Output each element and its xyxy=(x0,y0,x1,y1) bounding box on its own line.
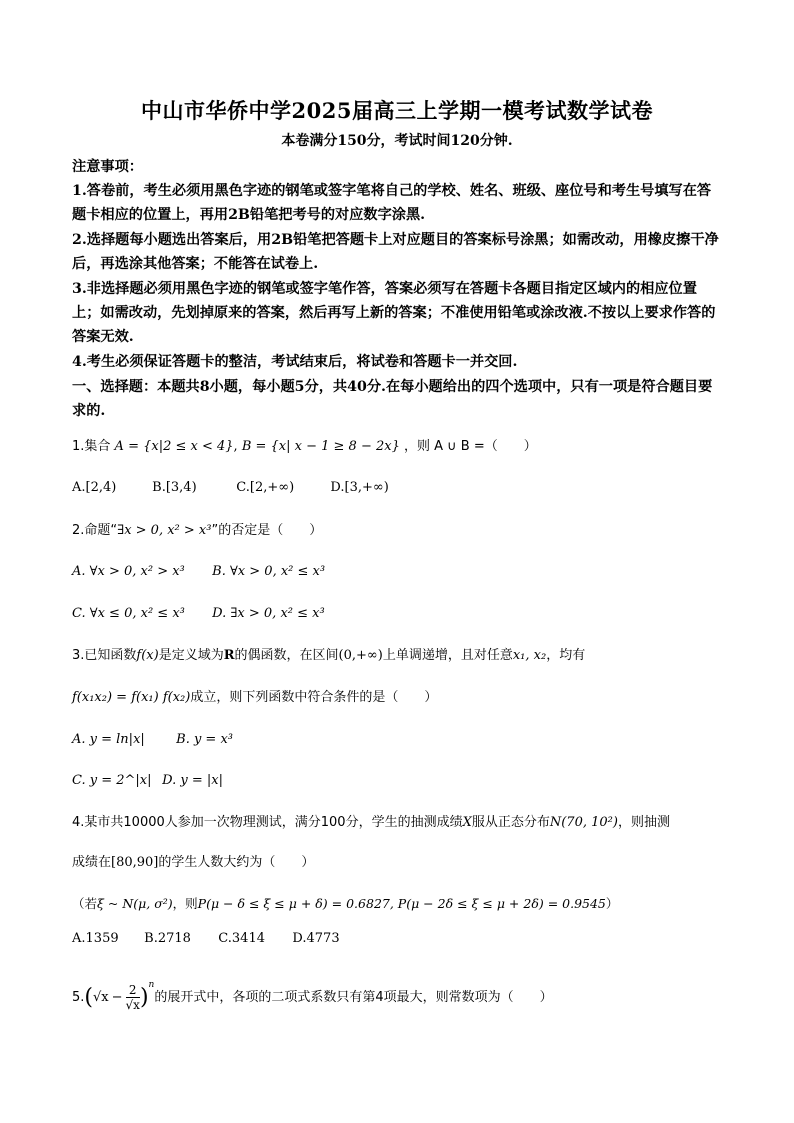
score-range: [80,90] xyxy=(111,855,159,870)
sqrt-x: √x xyxy=(93,990,109,1005)
note-item-4: 4.考生必须保证答题卡的整洁，考试结束后，将试卷和答题卡一并交回. xyxy=(72,354,518,370)
set-b: B = {x| x − 1 ≥ 8 − 2x} xyxy=(241,439,400,454)
proposition: ∃x > 0, x² > x³ xyxy=(117,523,212,538)
hint-distribution: ξ ~ N(μ, σ²) xyxy=(97,896,173,911)
open-paren: ( xyxy=(84,985,93,1010)
function-fx: f(x) xyxy=(136,648,159,663)
hint-text: （若 xyxy=(72,896,98,911)
question-4-text: 4.某市共10000人参加一次物理测试，满分100分，学生的抽测成绩 xyxy=(72,815,463,830)
question-1: 1.集合 A = {x|2 ≤ x < 4}, B = {x| x − 1 ≥ 8 − 2x} ，则 A ∪ B =（ ） xyxy=(72,439,537,454)
question-4-line-2 xyxy=(72,853,742,873)
option-b: B. y = x³ xyxy=(176,732,234,747)
question-2-suffix: ”的否定是（ ） xyxy=(211,523,323,538)
option-d: D.4773 xyxy=(292,931,340,946)
option-d: D.[3,+∞) xyxy=(330,480,389,495)
minus-sign: − xyxy=(111,990,123,1005)
fraction-denominator: √x xyxy=(125,997,140,1012)
option-d: D. ∃x > 0, x² ≤ x³ xyxy=(212,606,325,621)
question-4-hint xyxy=(72,894,742,914)
functional-equation: f(x₁x₂) = f(x₁) f(x₂) xyxy=(72,690,191,705)
question-3-options-row-2 xyxy=(72,771,742,791)
real-set-symbol: R xyxy=(223,648,235,663)
question-3-line-2 xyxy=(72,688,742,708)
option-b: B.[3,4) xyxy=(152,480,197,495)
fraction xyxy=(126,984,140,1012)
option-a: A. y = ln|x| xyxy=(72,732,145,747)
notes-heading: 注意事项： xyxy=(72,159,143,175)
hint-text: ，则 xyxy=(172,896,198,911)
option-d: D. y = |x| xyxy=(162,773,223,788)
question-4-text: 的学生人数大约为（ ） xyxy=(158,855,315,870)
question-2-options-row-2 xyxy=(72,604,742,624)
question-4 xyxy=(72,813,742,833)
question-3-text: 成立，则下列函数中符合条件的是（ ） xyxy=(190,690,438,705)
question-3-text: 的偶函数，在区间 xyxy=(234,648,339,663)
question-4-text: 成绩在 xyxy=(72,855,112,870)
normal-distribution: N(70, 10²) xyxy=(549,815,618,830)
option-c: C. y = 2^|x| xyxy=(72,773,152,788)
hint-text: ） xyxy=(605,896,619,911)
option-b: B.2718 xyxy=(144,931,191,946)
option-b: B. ∀x > 0, x² ≤ x³ xyxy=(212,564,326,579)
question-3-options-row-1 xyxy=(72,730,742,750)
question-1-number: 1.集合 xyxy=(72,439,111,454)
option-c: C.[2,+∞) xyxy=(236,480,295,495)
question-5-text: 的展开式中，各项的二项式系数只有第4项最大，则常数项为（ ） xyxy=(154,990,553,1005)
question-3-text: ，均有 xyxy=(546,648,586,663)
question-3-text: 是定义域为 xyxy=(158,648,224,663)
question-2 xyxy=(72,521,742,541)
hint-probabilities: P(μ − δ ≤ ξ ≤ μ + δ) = 0.6827, P(μ − 2δ ≤ ξ ≤ μ + 2δ) = 0.9545 xyxy=(197,896,606,911)
option-a: A. ∀x > 0, x² > x³ xyxy=(72,564,185,579)
note-item-1: 1.答卷前，考生必须用黑色字迹的钢笔或签字笔将自己的学校、姓名、班级、座位号和考生号填写在答题卡相应的位置上，再用2B铅笔把考号的对应数字涂黑. xyxy=(72,183,712,224)
question-5-number: 5. xyxy=(72,990,85,1005)
page-title: 中山市华侨中学2025届高三上学期一模考试数学试卷 xyxy=(141,98,653,123)
option-a: A.1359 xyxy=(72,931,119,946)
question-5 xyxy=(72,968,742,1015)
question-3-text: 3.已知函数 xyxy=(72,648,137,663)
question-1-options xyxy=(72,478,742,498)
option-c: C. ∀x ≤ 0, x² ≤ x³ xyxy=(72,606,185,621)
exponent-n: n xyxy=(148,980,155,990)
note-item-2: 2.选择题每小题选出答案后，用2B铅笔把答题卡上对应题目的答案标号涂黑；如需改动，用橡皮擦干净后，再选涂其他答案；不能答在试卷上. xyxy=(72,232,719,273)
close-paren: ) xyxy=(139,985,149,1010)
question-4-text: ，则抽测 xyxy=(617,815,670,830)
question-4-text: 服从正态分布 xyxy=(471,815,550,830)
question-2-prefix: 2.命题“ xyxy=(72,523,118,538)
note-item-3: 3.非选择题必须用黑色字迹的钢笔或签字笔作答，答案必须写在答题卡各题目指定区域内的相应位置上；如需改动，先划掉原来的答案，然后再写上新的答案；不准使用铅笔或涂改液.不按以上要求作答的答案无效. xyxy=(72,281,716,346)
interval: (0,+∞) xyxy=(338,648,383,663)
question-3-text: 上单调递增，且对任意 xyxy=(382,648,513,663)
page-subtitle: 本卷满分150分，考试时间120分钟. xyxy=(281,133,513,149)
random-variable: X xyxy=(462,815,472,830)
section-heading: 一、选择题：本题共8小题，每小题5分，共40分.在每小题给出的四个选项中，只有一项是符合题目要求的. xyxy=(72,379,713,420)
question-3 xyxy=(72,646,742,666)
set-a: A = {x|2 ≤ x < 4} xyxy=(114,439,234,454)
option-c: C.3414 xyxy=(218,931,265,946)
variables: x₁, x₂ xyxy=(512,648,547,663)
question-4-options xyxy=(72,929,742,949)
fraction-numerator: 2 xyxy=(126,984,140,998)
question-2-options-row-1 xyxy=(72,562,742,582)
option-a: A.[2,4) xyxy=(72,480,117,495)
question-1-tail: ，则 A ∪ B =（ ） xyxy=(404,439,537,454)
